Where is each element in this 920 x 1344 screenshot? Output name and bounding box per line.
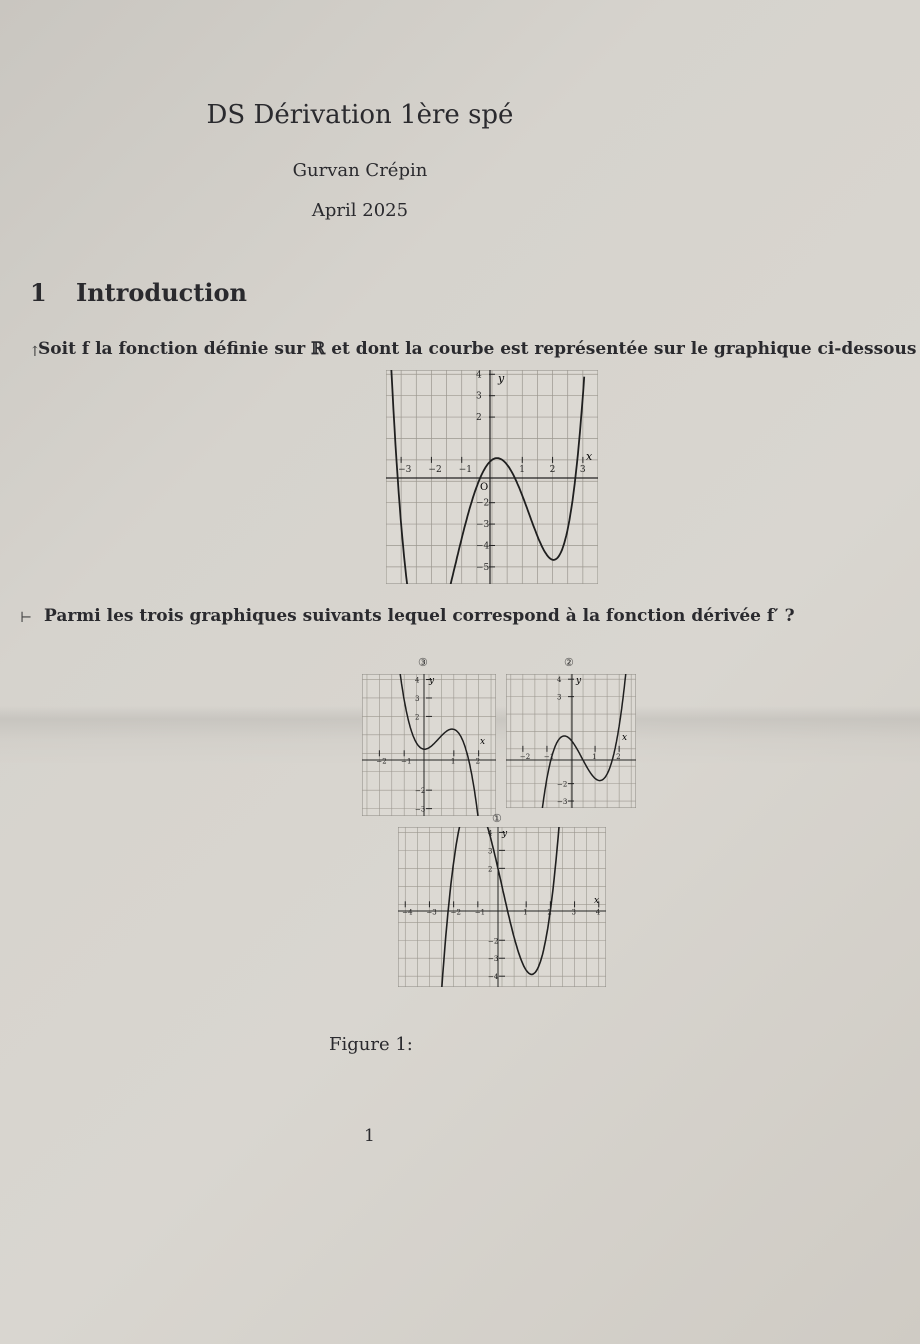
- page-number: 1: [364, 1126, 375, 1146]
- graph-3-y-label: y: [429, 676, 435, 686]
- x-tick-label: −1: [474, 908, 486, 917]
- bullet-mark-icon: ⊢: [20, 610, 33, 626]
- graph-f-x-label: x: [586, 450, 593, 463]
- y-tick-label: 2: [488, 865, 493, 874]
- graph-2-y-label: y: [576, 676, 582, 686]
- document-author: Gurvan Crépin: [292, 160, 428, 181]
- y-tick-label: 4: [488, 829, 493, 838]
- x-tick-label: 1: [592, 752, 597, 761]
- graph-option-3: [362, 674, 496, 816]
- x-tick-label: −1: [458, 464, 472, 475]
- graph-1-label: ①: [492, 812, 502, 825]
- graph-2-x-label: x: [622, 733, 628, 743]
- y-tick-label: 3: [557, 693, 562, 702]
- x-tick-label: −4: [402, 908, 413, 917]
- y-tick-label: 4: [476, 370, 482, 381]
- y-tick-label: −3: [415, 805, 426, 814]
- y-tick-label: 3: [476, 391, 482, 402]
- section-heading: [30, 278, 247, 307]
- y-tick-label: 3: [488, 847, 493, 856]
- y-tick-label: −2: [476, 498, 490, 509]
- x-tick-label: 2: [547, 908, 552, 917]
- bullet-mark-icon: ↑: [29, 344, 41, 360]
- section-number: 1: [30, 278, 47, 307]
- document-title: DS Dérivation 1ère spé: [206, 100, 514, 130]
- y-tick-label: −4: [488, 973, 499, 982]
- x-tick-label: −2: [376, 757, 387, 766]
- y-tick-label: −4: [476, 541, 490, 552]
- y-tick-label: 2: [415, 713, 420, 722]
- y-tick-label: 2: [476, 413, 482, 424]
- y-tick-label: −3: [476, 520, 490, 531]
- x-tick-label: 4: [595, 908, 601, 917]
- graph-3-label: ③: [418, 656, 428, 669]
- graph-option-1: [398, 827, 606, 987]
- x-tick-label: −3: [426, 908, 437, 917]
- paragraph-question: Parmi les trois graphiques suivants lequel correspond à la fonction dérivée f′ ?: [44, 606, 795, 626]
- x-tick-label: 2: [549, 464, 556, 475]
- graph-3-x-label: x: [480, 737, 486, 747]
- y-tick-label: 3: [415, 694, 420, 703]
- x-tick-label: 3: [571, 908, 577, 917]
- y-tick-label: −3: [488, 955, 499, 964]
- x-tick-label: 3: [579, 464, 586, 475]
- y-tick-label: −5: [476, 562, 490, 573]
- graph-2-label: ②: [564, 656, 574, 669]
- graph-1-y-label: y: [502, 829, 508, 839]
- x-tick-label: −2: [519, 752, 531, 761]
- x-tick-label: −1: [401, 757, 412, 766]
- x-tick-label: 2: [475, 757, 481, 766]
- y-tick-label: −3: [557, 798, 568, 807]
- graph-f: [386, 370, 598, 584]
- document-date: April 2025: [311, 200, 409, 221]
- graph-f-y-label: y: [498, 372, 505, 385]
- x-tick-label: −3: [398, 464, 412, 475]
- y-tick-label: 4: [415, 676, 420, 685]
- paragraph-intro: Soit f la fonction définie sur ℝ et dont la courbe est représentée sur le graphique ci-dessous: [38, 339, 917, 359]
- graph-option-2: [506, 674, 636, 808]
- y-tick-label: −2: [415, 787, 426, 796]
- y-tick-label: −2: [488, 937, 499, 946]
- x-tick-label: −2: [428, 464, 442, 475]
- x-tick-label: 1: [519, 464, 526, 475]
- y-tick-label: 4: [557, 676, 562, 685]
- graph-1-x-label: x: [594, 896, 600, 906]
- x-tick-label: −1: [543, 752, 555, 761]
- x-tick-label: −2: [450, 908, 461, 917]
- y-tick-label: −2: [557, 780, 568, 789]
- x-tick-label: 2: [616, 752, 621, 761]
- x-tick-label: 1: [523, 908, 528, 917]
- figure-caption: Figure 1:: [329, 1034, 413, 1055]
- x-tick-label: 1: [450, 757, 456, 766]
- graph-f-origin: O: [480, 482, 489, 493]
- section-title: Introduction: [76, 278, 247, 307]
